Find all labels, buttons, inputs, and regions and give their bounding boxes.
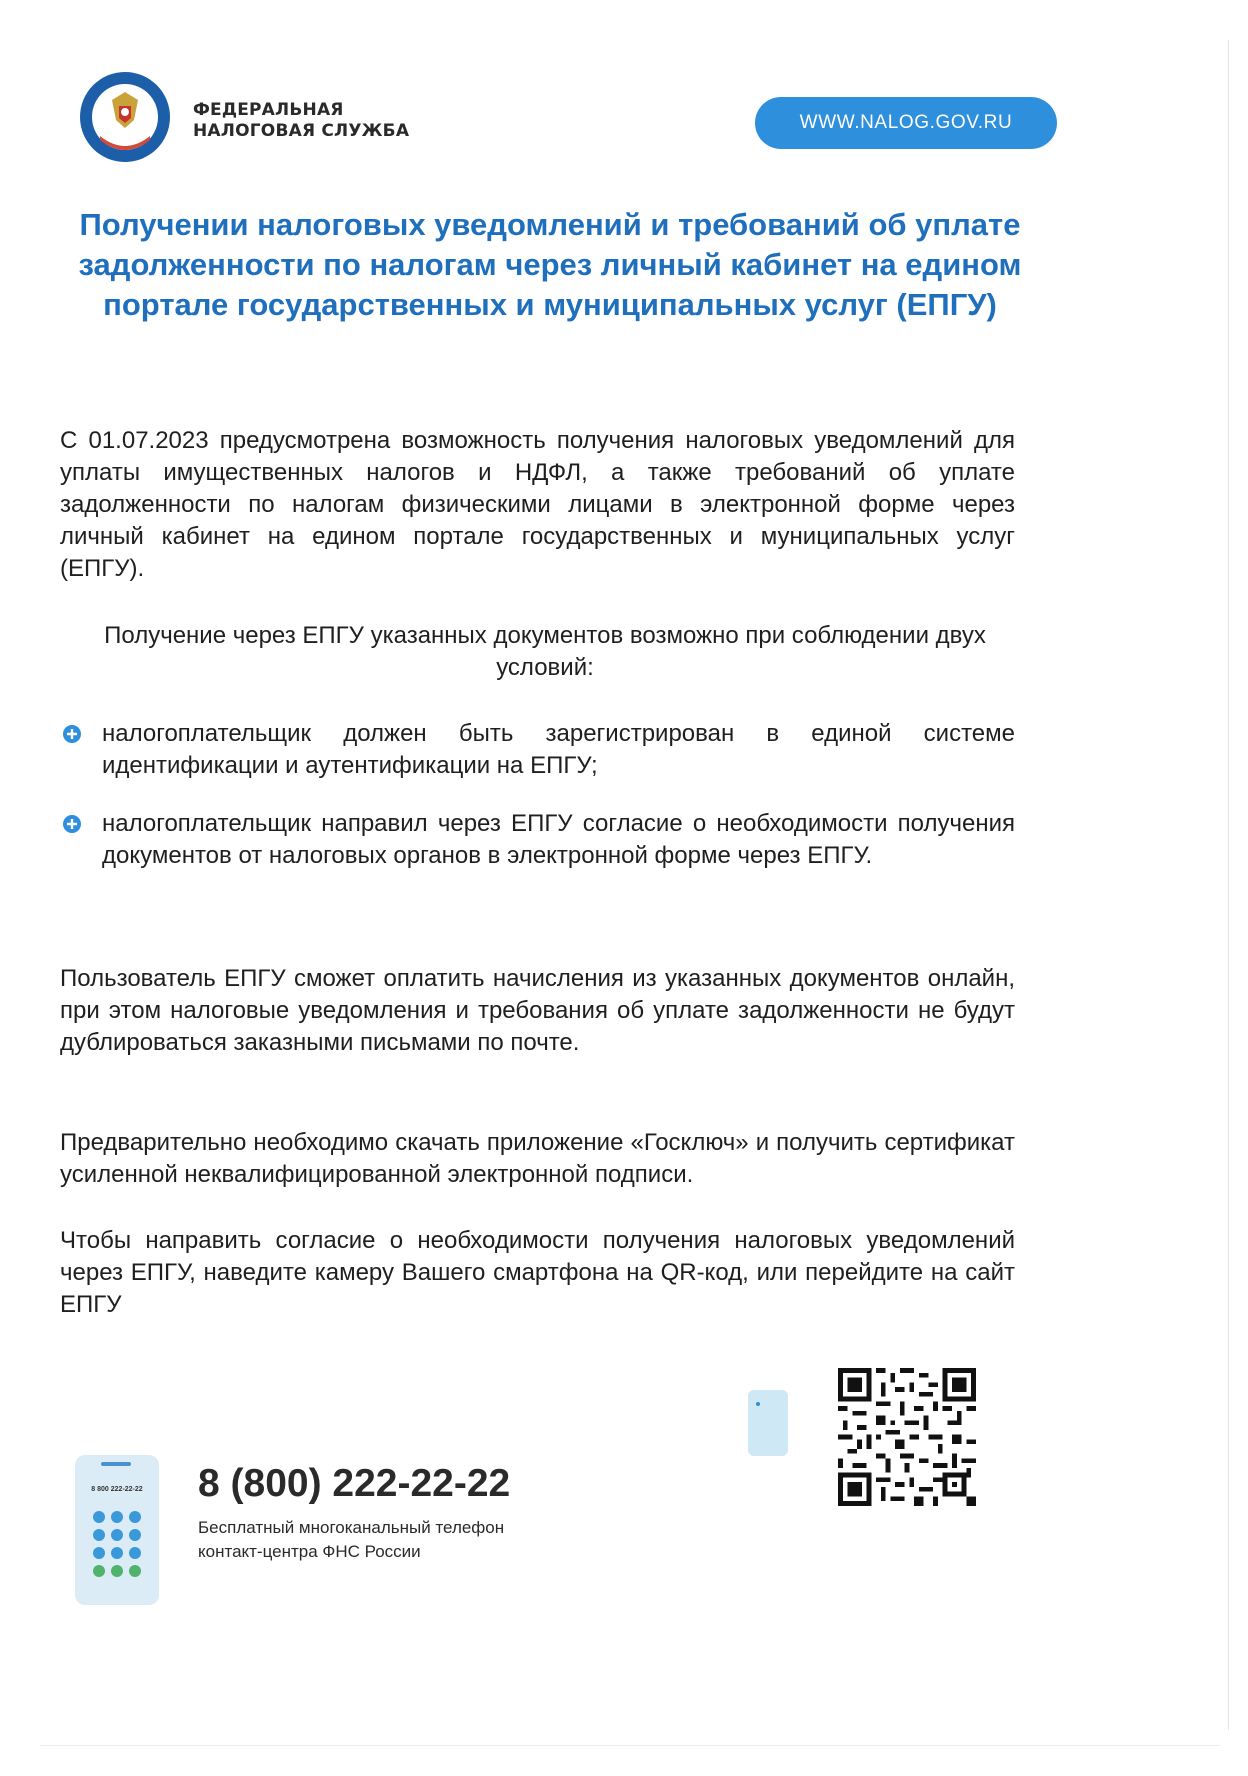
hotline-caption-line: Бесплатный многоканальный телефон <box>198 1518 505 1537</box>
org-name-line: НАЛОГОВАЯ СЛУЖБА <box>193 121 410 141</box>
qr-code-icon[interactable] <box>838 1368 976 1506</box>
decorative-tab <box>748 1390 788 1456</box>
phone-keypad-icon <box>75 1455 159 1605</box>
intro-paragraph: С 01.07.2023 предусмотрена возможность получения налоговых уведомлений для уплаты имущественных налогов и НДФЛ, а также требований об уплате задолженности по налогам физическими лицами в электронной форме через личный кабинет на едином портале государственных и муниципальных услуг (ЕПГУ). <box>60 427 1015 582</box>
list-item <box>60 808 1015 872</box>
payment-paragraph: Пользователь ЕПГУ сможет оплатить начисления из указанных документов онлайн, при этом налоговые уведомления и требования об уплате задолженности не будут дублироваться заказными письмами по почте. <box>60 965 1015 1056</box>
plus-circle-icon <box>62 724 82 744</box>
fns-emblem-icon <box>78 70 172 164</box>
website-link[interactable]: WWW.NALOG.GOV.RU <box>755 97 1057 149</box>
list-item <box>60 718 1015 782</box>
org-name <box>193 100 409 142</box>
qr-instruction-paragraph: Чтобы направить согласие о необходимости получения налоговых уведомлений через ЕПГУ, наведите камеру Вашего смартфона на QR-код, или перейдите на сайт ЕПГУ <box>60 1227 1015 1318</box>
hotline-phone[interactable]: 8 (800) 222-22-22 <box>198 1462 511 1505</box>
scan-edge <box>40 1745 1220 1746</box>
hotline-caption-line: контакт-центра ФНС России <box>198 1542 421 1561</box>
conditions-intro: Получение через ЕПГУ указанных документов возможно при соблюдении двух условий: <box>104 622 986 681</box>
phone-card-number: 8 800 222-22-22 <box>91 1486 143 1493</box>
condition-text: налогоплательщик направил через ЕПГУ согласие о необходимости получения документов от налоговых органов в электронной форме через ЕПГУ. <box>102 810 1015 869</box>
plus-circle-icon <box>62 814 82 834</box>
condition-text: налогоплательщик должен быть зарегистрирован в единой системе идентификации и аутентификации на ЕПГУ; <box>102 720 1015 779</box>
decorative-dot <box>756 1402 760 1406</box>
org-name-line: ФЕДЕРАЛЬНАЯ <box>193 100 344 120</box>
scan-edge <box>1228 40 1229 1730</box>
hotline-caption <box>198 1516 504 1564</box>
gosklyuch-paragraph: Предварительно необходимо скачать приложение «Госключ» и получить сертификат усиленной неквалифицированной электронной подписи. <box>60 1129 1015 1188</box>
page-title: Получении налоговых уведомлений и требований об уплате задолженности по налогам через личный кабинет на едином портале государственных и муниципальных услуг (ЕПГУ) <box>78 207 1022 322</box>
conditions-list <box>60 718 1015 898</box>
